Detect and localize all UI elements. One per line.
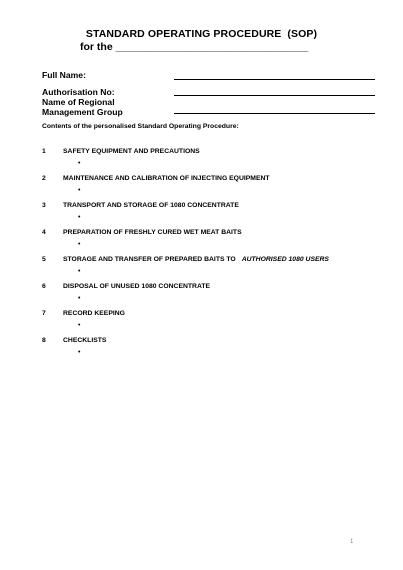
toc-item (0, 283, 403, 309)
toc-text: SAFETY EQUIPMENT AND PRECAUTIONS (63, 148, 200, 155)
toc-number: 7 (42, 310, 46, 317)
toc-item (0, 337, 403, 363)
contents-heading: Contents of the personalised Standard Operating Procedure: (42, 123, 239, 130)
bullet-icon: • (78, 160, 81, 167)
toc-number: 4 (42, 229, 46, 236)
regional-group-label-line1: Name of Regional (42, 97, 115, 107)
document-title (0, 28, 403, 40)
bullet-icon: • (78, 241, 81, 248)
toc-item (0, 175, 403, 201)
authorisation-no-label: Authorisation No: (42, 87, 115, 97)
bullet-icon: • (78, 322, 81, 329)
toc-text: STORAGE AND TRANSFER OF PREPARED BAITS TO AUTHORISED 1080 USERS (63, 256, 329, 263)
document-subtitle: for the _________________________________ (80, 41, 309, 53)
toc-number: 2 (42, 175, 46, 182)
toc-text: RECORD KEEPING (63, 310, 125, 317)
toc-item (0, 229, 403, 255)
toc-emphasis: AUTHORISED 1080 USERS (241, 256, 329, 263)
regional-group-line (174, 113, 375, 114)
bullet-icon: • (78, 295, 81, 302)
title-sop: (SOP) (287, 28, 318, 40)
toc-number: 8 (42, 337, 46, 344)
title-text: STANDARD OPERATING PROCEDURE (85, 28, 282, 40)
toc-item (0, 202, 403, 228)
bullet-icon: • (78, 187, 81, 194)
authorisation-no-line (174, 95, 375, 96)
toc-text: MAINTENANCE AND CALIBRATION OF INJECTING EQUIPMENT (63, 175, 270, 182)
toc-item (0, 256, 403, 282)
full-name-line (174, 79, 375, 80)
toc-number: 5 (42, 256, 46, 263)
bullet-icon: • (78, 268, 81, 275)
page-number: 1 (350, 539, 354, 545)
regional-group-label-line2: Management Group (42, 107, 123, 117)
toc-number: 6 (42, 283, 46, 290)
bullet-icon: • (78, 214, 81, 221)
bullet-icon: • (78, 349, 81, 356)
toc-text: PREPARATION OF FRESHLY CURED WET MEAT BAITS (63, 229, 242, 236)
toc-text: CHECKLISTS (63, 337, 107, 344)
toc-number: 3 (42, 202, 46, 209)
toc-text: DISPOSAL OF UNUSED 1080 CONCENTRATE (63, 283, 211, 290)
full-name-label: Full Name: (42, 70, 86, 80)
toc-number: 1 (42, 148, 46, 155)
toc-text: TRANSPORT AND STORAGE OF 1080 CONCENTRATE (63, 202, 239, 209)
toc-item (0, 310, 403, 336)
toc-item (0, 148, 403, 174)
